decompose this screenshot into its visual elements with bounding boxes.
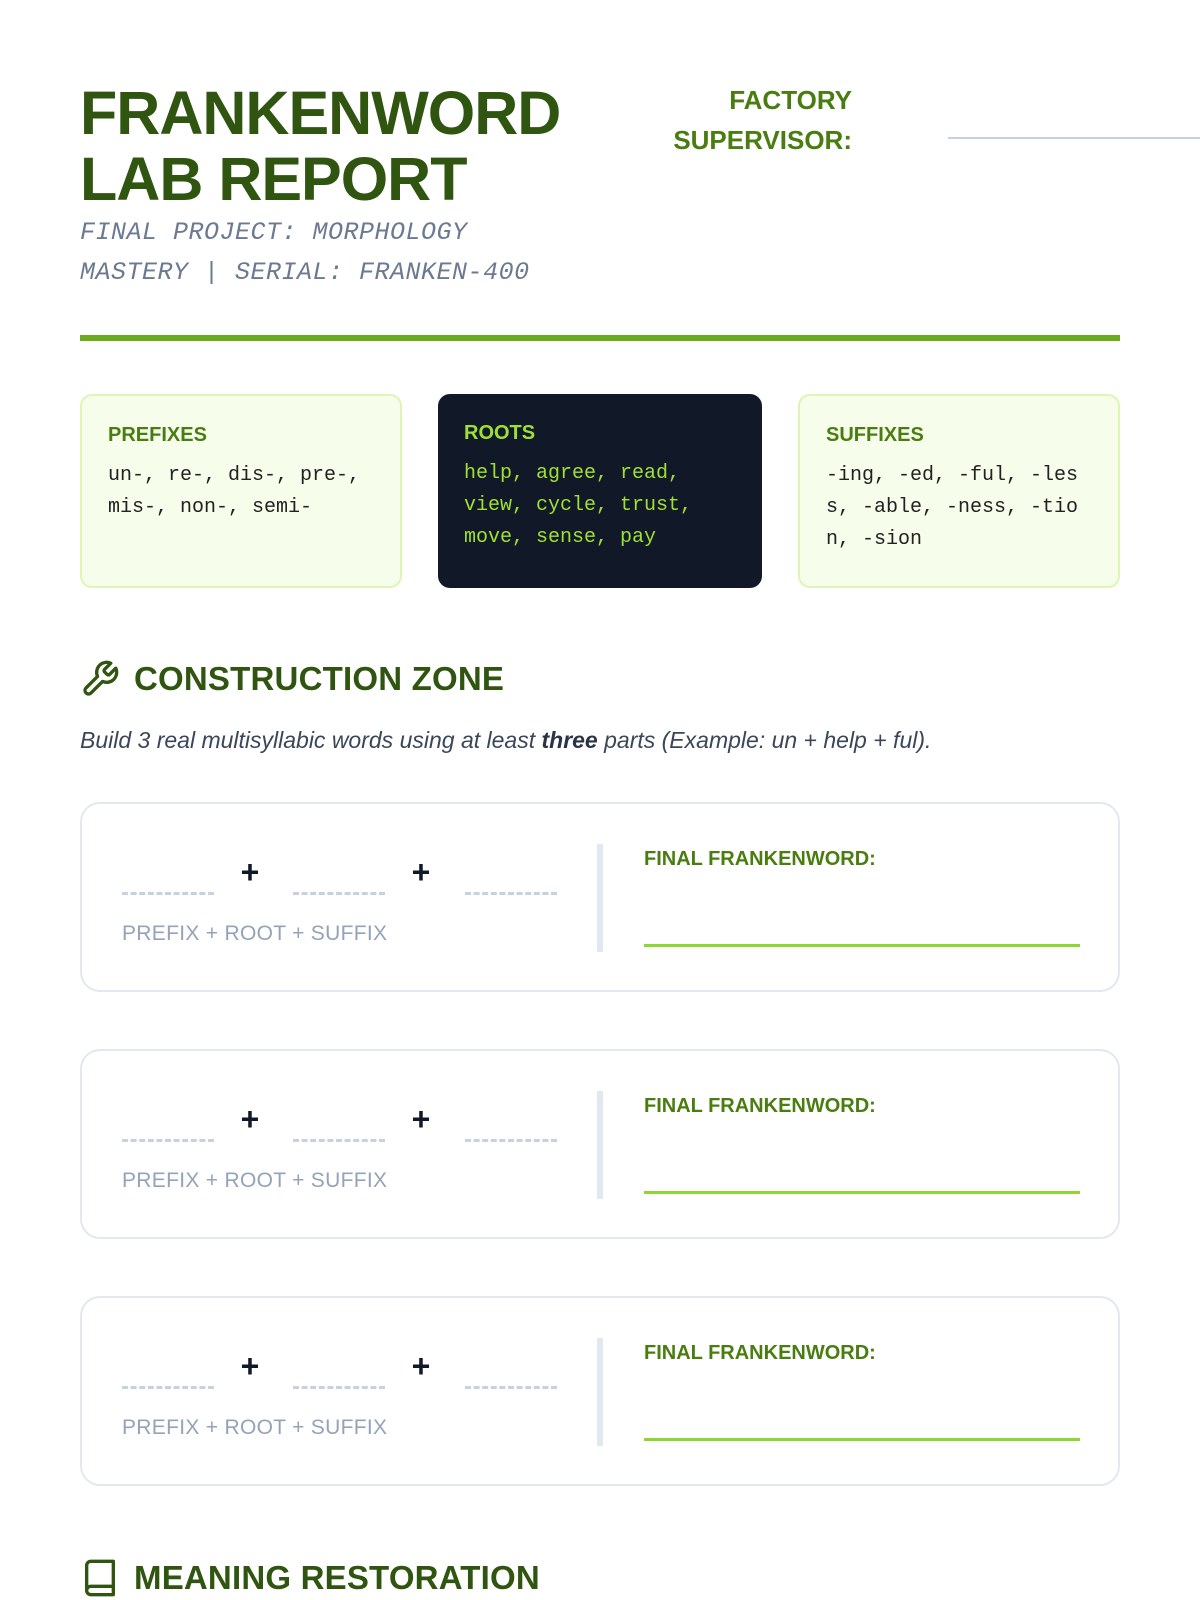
book-icon [80, 1558, 120, 1598]
subtitle-line-1: FINAL PROJECT: MORPHOLOGY [80, 218, 468, 247]
final-word-label: FINAL FRANKENWORD: [644, 848, 876, 870]
subtitle-line-2: MASTERY | SERIAL: FRANKEN-400 [80, 258, 530, 287]
roots-title: ROOTS [464, 422, 536, 444]
suffix-blank[interactable] [465, 1139, 557, 1142]
suffixes-card [798, 394, 1120, 588]
supervisor-field [660, 80, 1120, 160]
build-row [80, 1296, 1120, 1486]
prefixes-title: PREFIXES [108, 424, 207, 446]
plus-sign: + [240, 1101, 260, 1137]
row-divider [597, 1338, 603, 1446]
final-word-line[interactable] [644, 1438, 1080, 1441]
plus-sign: + [411, 854, 431, 890]
prefixes-card [80, 394, 402, 588]
build-row [80, 802, 1120, 992]
instructions-text-end: parts (Example: un + help + ful). [597, 727, 932, 753]
build-row [80, 1049, 1120, 1239]
final-word-line[interactable] [644, 944, 1080, 947]
wrench-icon [80, 659, 120, 699]
root-blank[interactable] [293, 1386, 385, 1389]
prefixes-list: un-, re-, dis-, pre-, mis-, non-, semi- [108, 464, 361, 519]
header-divider [80, 335, 1120, 341]
suffixes-title: SUFFIXES [826, 424, 924, 446]
suffixes-list: -ing, -ed, -ful, -less, -able, -ness, -tion, -sion [826, 464, 1079, 551]
suffix-blank[interactable] [465, 1386, 557, 1389]
plus-sign: + [240, 1348, 260, 1384]
final-word-label: FINAL FRANKENWORD: [644, 1342, 876, 1364]
page-title [80, 80, 640, 212]
roots-list: help, agree, read, view, cycle, trust, move, sense, pay [464, 462, 693, 549]
page-subtitle [80, 213, 600, 293]
lab-report-page [80, 0, 1120, 1600]
suffix-blank[interactable] [465, 892, 557, 895]
supervisor-label [632, 80, 852, 160]
final-word-label: FINAL FRANKENWORD: [644, 1095, 876, 1117]
row-divider [597, 844, 603, 952]
part-label: PREFIX + ROOT + SUFFIX [122, 922, 388, 945]
title-line-2: LAB REPORT [80, 145, 467, 213]
meaning-restoration-heading [80, 1558, 540, 1598]
supervisor-label-line-1: FACTORY [729, 85, 852, 115]
plus-sign: + [411, 1348, 431, 1384]
title-line-1: FRANKENWORD [80, 79, 561, 147]
final-word-line[interactable] [644, 1191, 1080, 1194]
prefix-blank[interactable] [122, 1139, 214, 1142]
plus-sign: + [240, 854, 260, 890]
meaning-restoration-title: MEANING RESTORATION [134, 1559, 540, 1596]
plus-sign: + [411, 1101, 431, 1137]
part-label: PREFIX + ROOT + SUFFIX [122, 1416, 388, 1439]
construction-zone-heading [80, 659, 504, 699]
part-label: PREFIX + ROOT + SUFFIX [122, 1169, 388, 1192]
supervisor-signature-line[interactable] [948, 137, 1200, 139]
construction-instructions [80, 727, 1120, 754]
prefix-blank[interactable] [122, 892, 214, 895]
instructions-emphasis: three [541, 727, 598, 753]
root-blank[interactable] [293, 1139, 385, 1142]
prefix-blank[interactable] [122, 1386, 214, 1389]
root-blank[interactable] [293, 892, 385, 895]
roots-card [438, 394, 762, 588]
supervisor-label-line-2: SUPERVISOR: [673, 125, 852, 155]
instructions-text-start: Build 3 real multisyllabic words using at least [80, 727, 542, 753]
row-divider [597, 1091, 603, 1199]
construction-zone-title: CONSTRUCTION ZONE [134, 660, 505, 697]
